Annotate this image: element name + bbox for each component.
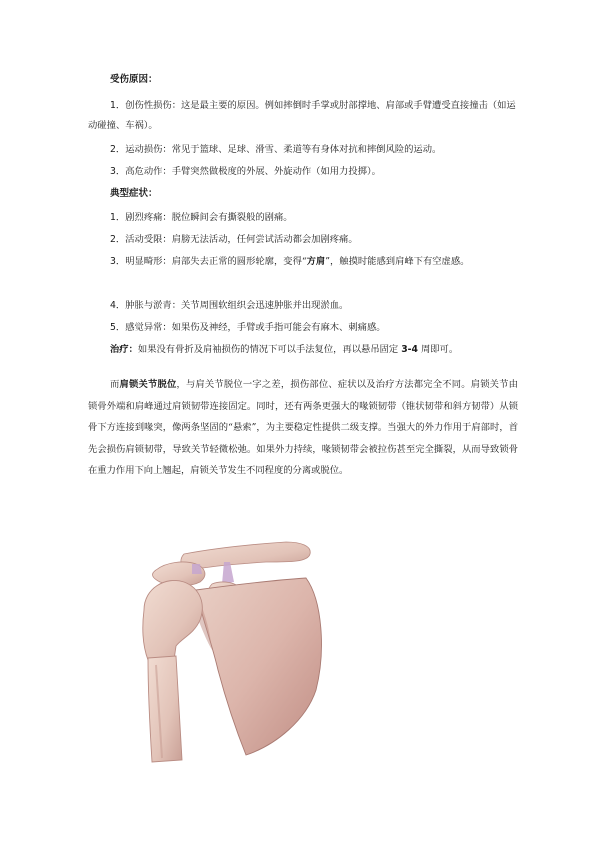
symptom-item-5-num: 5． [110, 322, 126, 333]
cause-item-1-num: 1． [110, 100, 126, 111]
ac-joint-text: ，与肩关节脱位一字之差，损伤部位、症状以及治疗方法都完全不同。肩锁关节由锁骨外端和肩峰通过肩锁韧带连接固定。同时，还有两条更强大的喙锁韧带（锥状韧带和斜方韧带）从锁骨下方连接到喙突，像两条坚固的“悬索”，为主要稳定性提供二级支撑。当强大的外力作用于肩部时，首先会损伤肩锁韧带，导致关节轻微松弛。如果外力持续，喙锁韧带会被拉伤甚至完全撕裂，从而导致锁骨在重力作用下向上翘起，肩锁关节发生不同程度的分离或脱位。 [88, 379, 518, 477]
ac-joint-prefix: 而 [110, 379, 120, 390]
cause-item-2 [88, 140, 518, 160]
treatment-label: 治疗： [110, 344, 138, 355]
scapula [196, 578, 321, 755]
symptom-item-5-text: 感觉异常：如果伤及神经，手臂或手指可能会有麻木、刺痛感。 [125, 322, 386, 333]
symptom-item-3-num: 3． [110, 256, 126, 267]
humerus-shaft [148, 656, 182, 762]
symptom-item-1-text: 剧烈疼痛：脱位瞬间会有撕裂般的剧痛。 [125, 212, 293, 223]
treatment-text-after: 周即可。 [417, 344, 459, 355]
cause-item-3-text: 高危动作：手臂突然做极度的外展、外旋动作（如用力投掷）。 [125, 166, 381, 177]
treatment-weeks: 3-4 [401, 344, 418, 355]
cause-item-3 [88, 162, 518, 182]
treatment-line [110, 340, 520, 360]
cause-item-1-text: 创伤性损伤：这是最主要的原因。例如摔倒时手掌或肘部撑地、肩部或手臂遭受直接撞击（如运动碰撞、车祸）。 [88, 100, 516, 131]
causes-heading: 受伤原因： [110, 74, 158, 85]
cause-item-2-text: 运动损伤：常见于篮球、足球、滑雪、柔道等有身体对抗和摔倒风险的运动。 [125, 144, 442, 155]
symptoms-heading: 典型症状： [110, 188, 158, 199]
symptom-item-4-text: 肿胀与淤青：关节周围软组织会迅速肿胀并出现淤血。 [125, 300, 349, 311]
shoulder-anatomy-illustration [126, 540, 336, 770]
humeral-head [143, 580, 202, 660]
symptom-item-2-num: 2． [110, 234, 126, 245]
symptom-item-4-num: 4． [110, 300, 126, 311]
symptom-item-2 [88, 230, 518, 250]
cause-item-1 [88, 96, 518, 136]
symptom-item-3-text-before: 明显畸形：肩部失去正常的圆形轮廓，变得“ [125, 256, 307, 267]
ac-joint-paragraph [88, 374, 518, 482]
symptom-item-1-num: 1． [110, 212, 126, 223]
symptom-item-3 [88, 252, 518, 272]
square-shoulder-term: 方肩 [306, 256, 326, 267]
symptom-item-5 [88, 318, 518, 338]
coracoclavicular-ligament [222, 562, 234, 584]
symptom-item-2-text: 活动受限：肩膀无法活动，任何尝试活动都会加剧疼痛。 [125, 234, 358, 245]
cause-item-2-num: 2． [110, 144, 126, 155]
ac-joint-term: 肩锁关节脱位 [119, 379, 177, 390]
cause-item-3-num: 3． [110, 166, 126, 177]
symptom-item-3-text-after: ”，触摸时能感到肩峰下有空虚感。 [325, 256, 470, 267]
symptom-item-4 [88, 296, 518, 316]
symptom-item-1 [88, 208, 518, 228]
shoulder-svg [126, 540, 336, 770]
treatment-text-before: 如果没有骨折及肩袖损伤的情况下可以手法复位，再以悬吊固定 [137, 344, 402, 355]
